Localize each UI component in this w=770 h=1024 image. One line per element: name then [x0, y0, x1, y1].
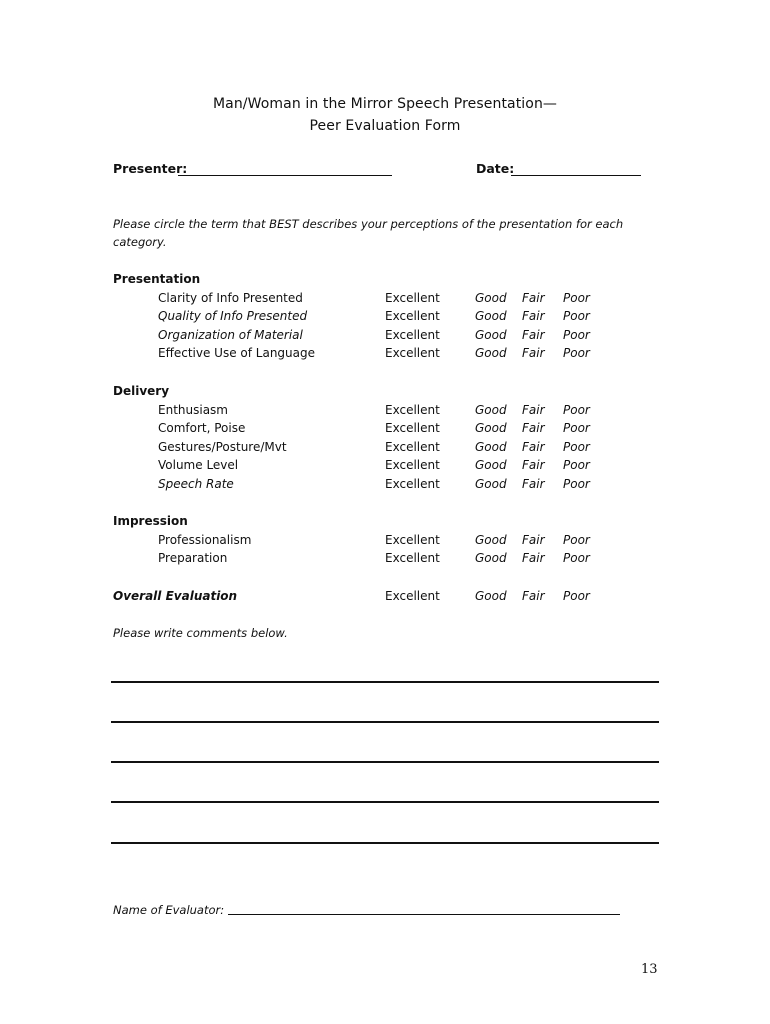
rating-option-good[interactable]: Good: [475, 458, 507, 473]
rating-option-good[interactable]: Good: [475, 439, 507, 454]
rating-option-fair[interactable]: Fair: [522, 402, 545, 417]
rating-option-fair[interactable]: Fair: [522, 346, 545, 361]
section-heading-delivery: Delivery: [113, 384, 170, 398]
rating-option-good[interactable]: Good: [475, 327, 507, 342]
rating-option-good[interactable]: Good: [475, 309, 507, 324]
criterion-label: Effective Use of Language: [158, 346, 316, 361]
presenter-field[interactable]: [178, 175, 392, 176]
comment-line-5[interactable]: [111, 842, 659, 844]
date-label: Date:: [476, 161, 515, 176]
rating-option-fair[interactable]: Fair: [522, 421, 545, 436]
rating-option-poor[interactable]: Poor: [563, 532, 590, 547]
criterion-label: Volume Level: [158, 458, 239, 473]
criterion-label: Clarity of Info Presented: [158, 290, 303, 305]
rating-option-excellent[interactable]: Excellent: [385, 439, 440, 454]
rating-option-fair[interactable]: Fair: [522, 551, 545, 566]
rating-option-excellent[interactable]: Excellent: [385, 290, 440, 305]
comment-line-1[interactable]: [111, 681, 659, 683]
rating-option-fair[interactable]: Fair: [522, 532, 545, 547]
rating-option-excellent[interactable]: Excellent: [385, 477, 440, 491]
evaluator-field[interactable]: [228, 914, 620, 915]
rating-option-good[interactable]: Good: [475, 532, 507, 547]
criterion-label: Comfort, Poise: [158, 421, 246, 436]
criterion-label: Organization of Material: [158, 327, 303, 342]
comment-line-4[interactable]: [111, 801, 659, 803]
rating-option-poor[interactable]: Poor: [563, 309, 590, 324]
rating-option-excellent[interactable]: Excellent: [385, 551, 440, 566]
overall-evaluation-label: Overall Evaluation: [113, 589, 238, 603]
overall-rating-option-excellent[interactable]: Excellent: [385, 589, 440, 603]
rating-option-excellent[interactable]: Excellent: [385, 346, 440, 361]
form-title-line-2: Peer Evaluation Form: [309, 118, 461, 134]
rating-option-good[interactable]: Good: [475, 477, 507, 491]
rating-option-excellent[interactable]: Excellent: [385, 421, 440, 436]
criterion-label: Enthusiasm: [158, 402, 228, 417]
rating-option-fair[interactable]: Fair: [522, 439, 545, 454]
rating-option-excellent[interactable]: Excellent: [385, 458, 440, 473]
overall-rating-option-poor[interactable]: Poor: [563, 589, 590, 603]
instructions-line-1: Please circle the term that BEST describes your perceptions of the presentation for each: [113, 217, 624, 231]
rating-option-good[interactable]: Good: [475, 402, 507, 417]
rating-option-poor[interactable]: Poor: [563, 477, 590, 491]
presenter-label: Presenter:: [113, 161, 188, 176]
rating-option-excellent[interactable]: Excellent: [385, 532, 440, 547]
rating-option-good[interactable]: Good: [475, 551, 507, 566]
comment-line-2[interactable]: [111, 721, 659, 723]
rating-option-poor[interactable]: Poor: [563, 327, 590, 342]
rating-option-poor[interactable]: Poor: [563, 346, 590, 361]
criterion-label: Speech Rate: [158, 477, 234, 491]
rating-option-fair[interactable]: Fair: [522, 290, 545, 305]
rating-option-excellent[interactable]: Excellent: [385, 402, 440, 417]
rating-option-fair[interactable]: Fair: [522, 327, 545, 342]
rating-option-poor[interactable]: Poor: [563, 290, 590, 305]
date-field[interactable]: [511, 175, 641, 176]
rating-option-poor[interactable]: Poor: [563, 439, 590, 454]
rating-option-poor[interactable]: Poor: [563, 458, 590, 473]
page-number: 13: [641, 962, 658, 977]
rating-option-good[interactable]: Good: [475, 346, 507, 361]
rating-option-excellent[interactable]: Excellent: [385, 309, 440, 324]
rating-option-fair[interactable]: Fair: [522, 477, 545, 491]
rating-option-excellent[interactable]: Excellent: [385, 327, 440, 342]
rating-option-poor[interactable]: Poor: [563, 421, 590, 436]
evaluator-label: Name of Evaluator:: [113, 903, 225, 917]
rating-option-good[interactable]: Good: [475, 421, 507, 436]
rating-option-good[interactable]: Good: [475, 290, 507, 305]
form-title-line-1: Man/Woman in the Mirror Speech Presentation—: [212, 96, 558, 112]
overall-rating-option-good[interactable]: Good: [475, 589, 507, 603]
rating-option-poor[interactable]: Poor: [563, 551, 590, 566]
criterion-label: Professionalism: [158, 532, 252, 547]
comments-prompt: Please write comments below.: [113, 626, 288, 640]
instructions-line-2: category.: [113, 235, 167, 249]
criterion-label: Gestures/Posture/Mvt: [158, 439, 287, 454]
section-heading-impression: Impression: [113, 514, 188, 528]
section-heading-presentation: Presentation: [113, 272, 201, 286]
overall-rating-option-fair[interactable]: Fair: [522, 589, 545, 603]
criterion-label: Quality of Info Presented: [158, 309, 308, 324]
rating-option-fair[interactable]: Fair: [522, 458, 545, 473]
comment-line-3[interactable]: [111, 761, 659, 763]
rating-option-fair[interactable]: Fair: [522, 309, 545, 324]
rating-option-poor[interactable]: Poor: [563, 402, 590, 417]
criterion-label: Preparation: [158, 551, 228, 566]
